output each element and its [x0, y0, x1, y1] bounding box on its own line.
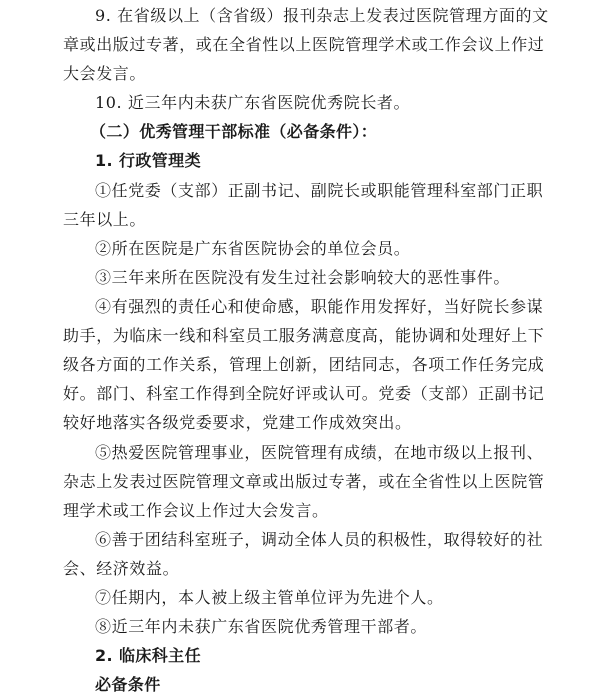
paragraph-line: 大会发言。 [63, 64, 147, 83]
paragraph-line: 10. 近三年内未获广东省医院优秀院长者。 [95, 93, 411, 112]
paragraph-line: 助手，为临床一线和科室员工服务满意度高，能协调和处理好上下 [63, 326, 545, 345]
paragraph-line: 会、经济效益。 [63, 559, 180, 578]
paragraph-line: ③三年来所在医院没有发生过社会影响较大的恶性事件。 [95, 268, 511, 287]
subsection-heading-clinical: 2. 临床科主任 [95, 646, 201, 665]
paragraph-line: 理学术或工作会议上作过大会发言。 [63, 501, 329, 520]
paragraph-line: 较好地落实各级党委要求，党建工作成效突出。 [63, 413, 412, 432]
paragraph-line: 级各方面的工作关系，管理上创新，团结同志，各项工作任务完成 [63, 355, 545, 374]
paragraph-line: ⑦任期内，本人被上级主管单位评为先进个人。 [95, 588, 444, 607]
paragraph-line: ④有强烈的责任心和使命感，职能作用发挥好，当好院长参谋 [95, 297, 544, 316]
paragraph-line: ⑧近三年内未获广东省医院优秀管理干部者。 [95, 617, 428, 636]
paragraph-line: ⑤热爱医院管理事业，医院管理有成绩，在地市级以上报刊、 [95, 443, 544, 462]
paragraph-line: 杂志上发表过医院管理文章或出版过专著，或在全省性以上医院管 [63, 472, 545, 491]
paragraph-line: ⑥善于团结科室班子，调动全体人员的积极性，取得较好的社 [95, 530, 544, 549]
paragraph-line: 9. 在省级以上（含省级）报刊杂志上发表过医院管理方面的文 [95, 6, 549, 25]
paragraph-line: 三年以上。 [63, 210, 147, 229]
section-heading: （二）优秀管理干部标准（必备条件）： [90, 122, 378, 141]
paragraph-line: 章或出版过专著，或在全省性以上医院管理学术或工作会议上作过 [63, 35, 545, 54]
paragraph-line: ①任党委（支部）正副书记、副院长或职能管理科室部门正职 [95, 181, 544, 200]
paragraph-line: 好。部门、科室工作得到全院好评或认可。党委（支部）正副书记 [63, 384, 545, 403]
subsection-heading-administrative: 1. 行政管理类 [95, 151, 201, 170]
paragraph-line: ②所在医院是广东省医院协会的单位会员。 [95, 239, 411, 258]
required-conditions-heading: 必备条件 [95, 675, 161, 694]
